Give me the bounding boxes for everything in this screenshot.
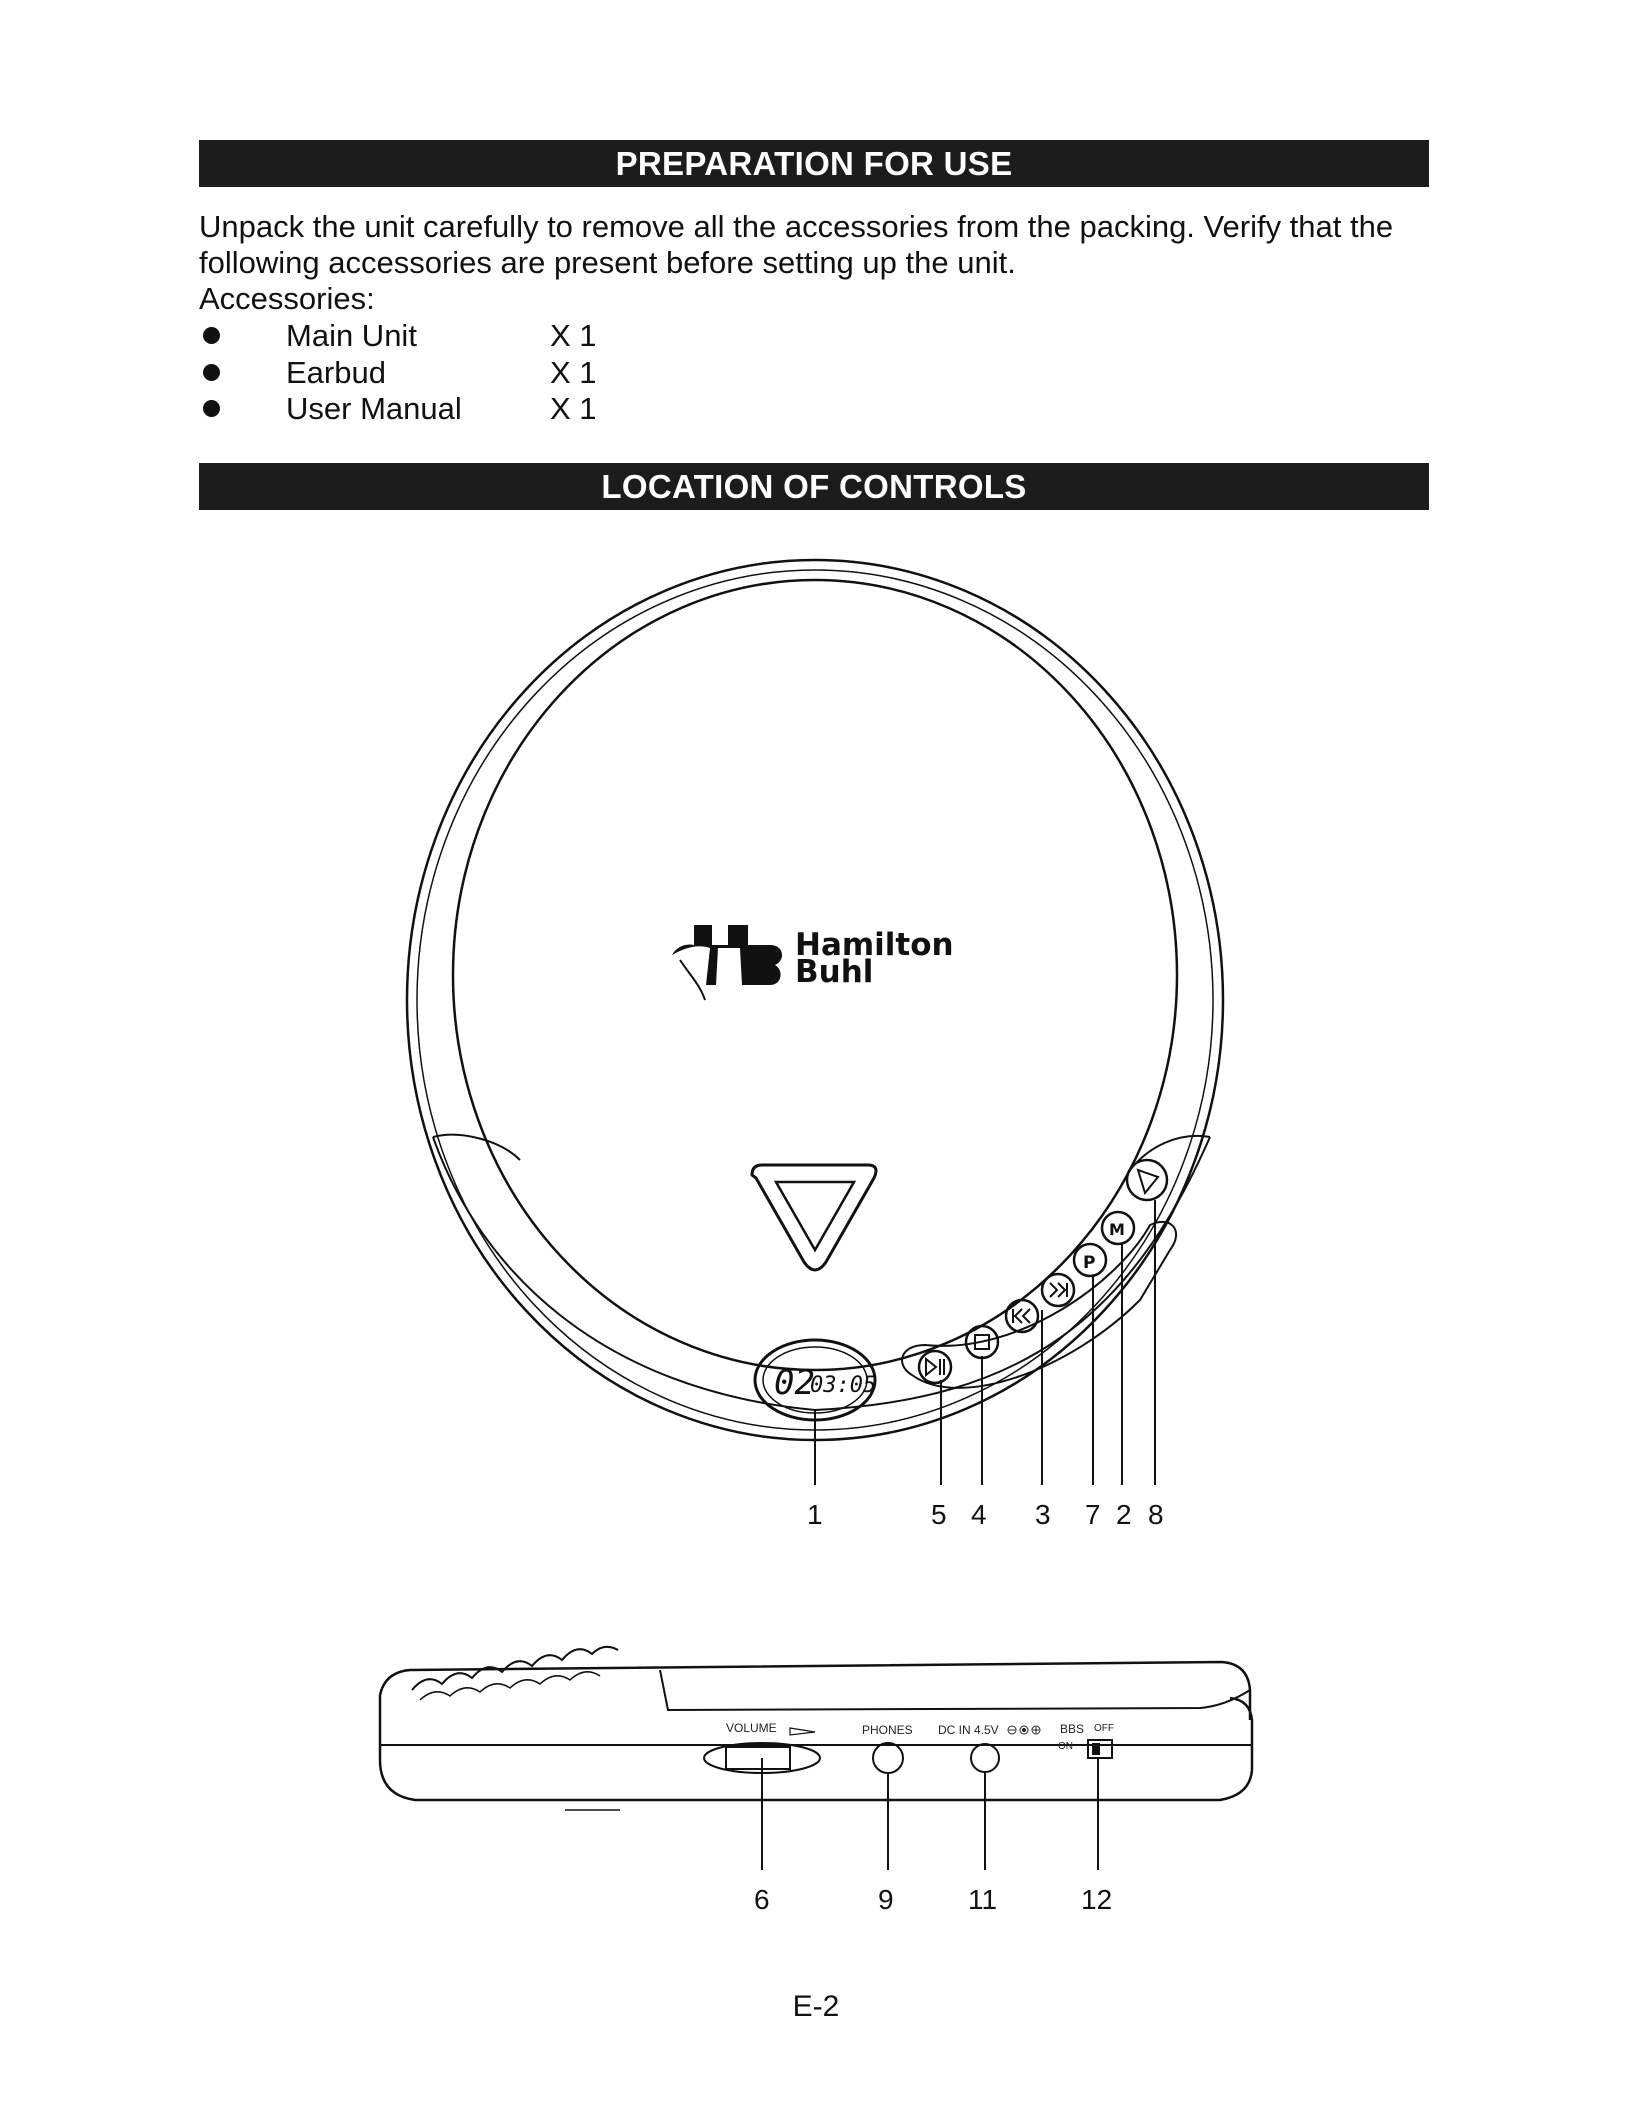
accessory-name: Main Unit (286, 318, 417, 353)
accessories-label: Accessories: (199, 281, 375, 316)
lcd-display (755, 1340, 876, 1420)
accessory-qty: X 1 (550, 318, 597, 353)
mode-button-label: M (1109, 1220, 1125, 1239)
player-body-outline (407, 560, 1223, 1440)
callout-7: 7 (1085, 1499, 1101, 1530)
bbs-switch[interactable] (1088, 1740, 1112, 1758)
dc-in-label: DC IN 4.5V (938, 1723, 999, 1737)
accessory-qty: X 1 (550, 355, 597, 390)
hold-button[interactable] (1127, 1160, 1167, 1200)
callout-5: 5 (931, 1499, 947, 1530)
intro-line-2: following accessories are present before setting up the unit. (199, 245, 1016, 280)
open-lid-button[interactable] (752, 1165, 876, 1270)
accessory-name: User Manual (286, 391, 462, 426)
brand-name-line2: Buhl (795, 954, 874, 990)
callout-2: 2 (1116, 1499, 1132, 1530)
location-title: LOCATION OF CONTROLS (601, 467, 1027, 505)
display-track: 02 (774, 1363, 815, 1403)
callout-6: 6 (754, 1884, 770, 1915)
player-side-view (380, 1647, 1252, 1810)
mode-button[interactable] (1102, 1212, 1134, 1244)
volume-wedge-icon (790, 1728, 815, 1735)
callout-11: 11 (968, 1884, 998, 1915)
page-number: E-2 (792, 1990, 840, 2023)
accessory-name: Earbud (286, 355, 386, 390)
skip-back-button[interactable] (1006, 1300, 1038, 1332)
preparation-title: PREPARATION FOR USE (615, 144, 1013, 182)
off-label: OFF (1094, 1723, 1114, 1734)
program-button[interactable] (1074, 1244, 1106, 1276)
callout-4: 4 (971, 1499, 987, 1530)
dc-in-jack[interactable] (971, 1744, 999, 1772)
display-time: 03:05 (810, 1373, 877, 1398)
intro-line-1: Unpack the unit carefully to remove all the accessories from the packing. Verify that the (199, 209, 1394, 244)
volume-label: VOLUME (726, 1721, 777, 1735)
accessory-qty: X 1 (550, 391, 597, 426)
dc-polarity-icon (1008, 1726, 1040, 1734)
callout-3: 3 (1035, 1499, 1051, 1530)
brand-name-line1: Hamilton (795, 927, 954, 963)
brand-logo (672, 925, 954, 1000)
callout-12: 12 (1081, 1884, 1113, 1915)
bbs-label: BBS (1060, 1722, 1085, 1736)
callout-8: 8 (1148, 1499, 1164, 1530)
play-pause-button[interactable] (919, 1351, 951, 1383)
skip-forward-button[interactable] (1042, 1274, 1074, 1306)
phones-label: PHONES (862, 1723, 913, 1737)
headphone-jack[interactable] (873, 1743, 903, 1773)
on-label: ON (1058, 1741, 1073, 1752)
program-button-label: P (1083, 1253, 1096, 1273)
callout-9: 9 (878, 1884, 894, 1915)
callout-1: 1 (807, 1499, 823, 1530)
